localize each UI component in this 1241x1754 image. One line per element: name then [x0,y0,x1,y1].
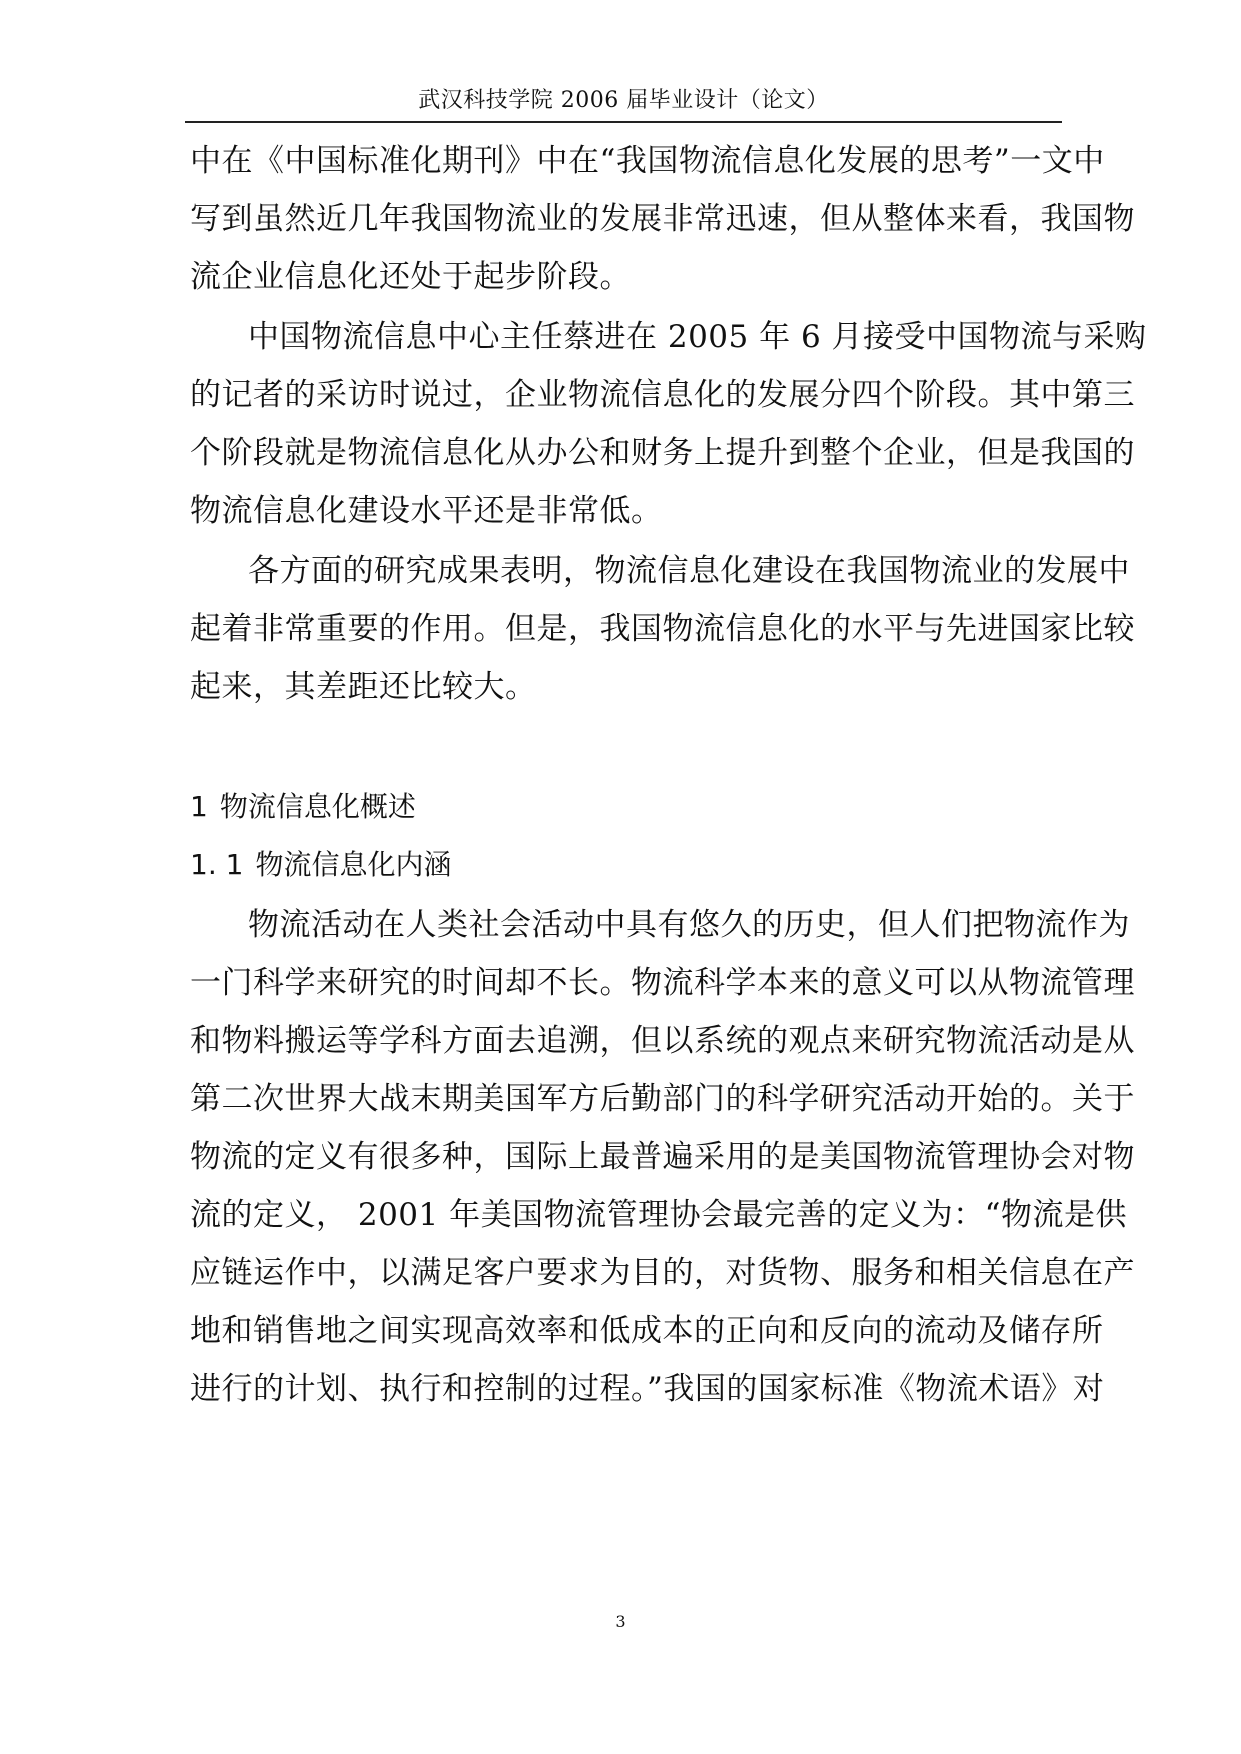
paragraph-2-line-4: 物流信息化建设水平还是非常低。 [190,493,663,529]
subsection-heading [190,845,451,885]
subsection-paragraph-line-5: 物流的定义有很多种，国际上最普遍采用的是美国物流管理协会对物 [190,1139,1135,1175]
section-number: 1 [190,790,208,823]
paragraph-1-line-1: 中在《中国标准化期刊》中在“我国物流信息化发展的思考”一文中 [190,143,1105,179]
header-divider [185,121,1062,123]
subsection-paragraph-line-1: 物流活动在人类社会活动中具有悠久的历史，但人们把物流作为 [248,907,1130,943]
subsection-paragraph-line-9: 进行的计划、执行和控制的过程。”我国的国家标准《物流术语》对 [190,1371,1105,1407]
paragraph-2-line-3: 个阶段就是物流信息化从办公和财务上提升到整个企业，但是我国的 [190,435,1135,471]
subsection-paragraph-line-7: 应链运作中，以满足客户要求为目的，对货物、服务和相关信息在产 [190,1255,1135,1291]
paragraph-1-line-3: 流企业信息化还处于起步阶段。 [190,259,631,295]
section-title: 物流信息化概述 [219,790,416,823]
subsection-paragraph-line-4: 第二次世界大战末期美国军方后勤部门的科学研究活动开始的。关于 [190,1081,1135,1117]
paragraph-1-line-2: 写到虽然近几年我国物流业的发展非常迅速，但从整体来看，我国物 [190,201,1135,237]
section-heading [190,787,416,827]
page-number: 3 [615,1612,626,1631]
paragraph-2-line-2: 的记者的采访时说过，企业物流信息化的发展分四个阶段。其中第三 [190,377,1135,413]
paragraph-3-line-3: 起来，其差距还比较大。 [190,669,537,705]
paragraph-3-line-1: 各方面的研究成果表明，物流信息化建设在我国物流业的发展中 [248,553,1130,589]
subsection-paragraph-line-3: 和物料搬运等学科方面去追溯，但以系统的观点来研究物流活动是从 [190,1023,1135,1059]
page-header: 武汉科技学院 2006 届毕业设计（论文） [418,88,829,113]
paragraph-3-line-2: 起着非常重要的作用。但是，我国物流信息化的水平与先进国家比较 [190,611,1135,647]
subsection-number: 1. 1 [190,848,244,881]
subsection-paragraph-line-8: 地和销售地之间实现高效率和低成本的正向和反向的流动及储存所 [190,1313,1104,1349]
subsection-paragraph-line-2: 一门科学来研究的时间却不长。物流科学本来的意义可以从物流管理 [190,965,1135,1001]
subsection-title: 物流信息化内涵 [255,848,452,881]
paragraph-2-line-1: 中国物流信息中心主任蔡进在 2005 年 6 月接受中国物流与采购 [248,319,1147,355]
subsection-paragraph-line-6: 流的定义， 2001 年美国物流管理协会最完善的定义为：“物流是供 [190,1197,1127,1233]
